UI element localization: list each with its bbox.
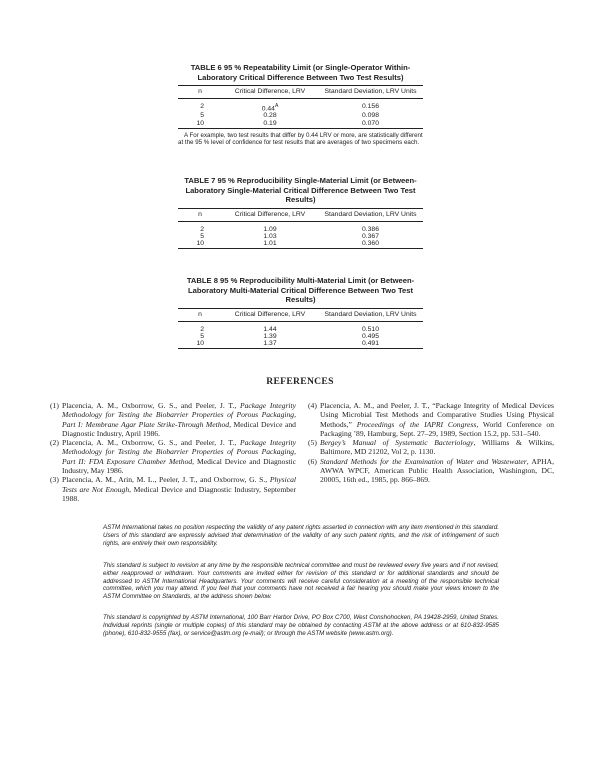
reference-text: Standard Methods for the Examination of Water and Wastewater, APHA, AWWA WPCF, American Public Health Association, Washington, DC, 20005, 16th ed., 1985, pp. 866–869. [320,456,555,485]
reference-number: (3) [50,475,59,485]
table-header-row [178,209,423,222]
cell-standard-deviation: 0.156 [361,103,379,110]
cell-standard-deviation: 0.070 [361,119,379,127]
cell-critical-difference: 1.44 [263,325,277,333]
cell-critical-difference: 0.19 [263,119,277,127]
cell-n: 5 [200,112,204,120]
column-header-critical-difference: Critical Difference, LRV [234,88,306,95]
reference-number: (1) [50,401,59,410]
table-header-row [178,86,423,99]
table-header-row [178,309,423,322]
cell-critical-difference: 1.09 [263,225,277,233]
reference-number: (5) [308,438,317,448]
reference-item [308,457,554,485]
reference-number: (2) [50,438,59,448]
table-grid [178,308,423,350]
reference-item [308,401,554,438]
table-title: TABLE 8 95 % Reproducibility Multi-Material Limit (or Between-Laboratory Multi-Material Critical Difference Between Two Test Results) [186,276,415,304]
reference-number: (4) [308,401,317,410]
table-grid [178,85,423,129]
reference-text: Placencia, A. M., Arin, M. L., Peeler, J. T., and Oxborrow, G. S., Physical Tests are Not Enough, Medical Device and Diagnostic Industry, September 1988. [62,475,296,503]
table-row [178,226,423,233]
table-footnote: A For example, two test results that differ by 0.44 LRV or more, are statistically different at the 95 % level of confidence for test results that are averages of two specimens each. [178,131,423,147]
cell-critical-difference: 1.39 [263,332,277,340]
table-row [178,233,423,240]
cell-n: 2 [200,103,204,110]
copyright-notice: This standard is copyrighted by ASTM International, 100 Barr Harbor Drive, PO Box C700, West Conshohocken, PA 19428-2959, United States. Individual reprints (single or multiple copies) of this standard may be obtained by contacting ASTM at the above address or at 610-832-9585 (phone), 610-832-9555 (fax), or service@astm.org (e-mail); or through the ASTM website (www.astm.org). [103,614,499,637]
cell-standard-deviation: 0.510 [361,325,379,333]
reference-item [308,438,554,457]
table-row [178,112,423,119]
cell-standard-deviation: 0.367 [361,232,379,240]
table-row [178,240,423,247]
reference-number: (6) [308,456,317,466]
cell-n: 5 [200,332,204,340]
column-header-critical-difference: Critical Difference, LRV [234,310,306,318]
column-header-critical-difference: Critical Difference, LRV [234,210,306,218]
cell-n: 10 [196,339,204,347]
table-row [178,103,423,112]
revision-notice: This standard is subject to revision at any time by the responsible technical committee and must be reviewed every five years and if not revised, either reapproved or withdrawn. Your comments are invited either for revision of this standard or for additional standards and should be addressed to ASTM International Headquarters. Your comments will receive careful consideration at a meeting of the responsible technical committee, which you may attend. If you feel that your comments have not received a fair hearing you should make your views known to the ASTM Committee on Standards, at the address shown below. [103,562,499,601]
cell-n: 2 [200,225,204,233]
table-grid [178,208,423,250]
references-column-right [308,401,554,485]
reference-text: Placencia, A. M., Oxborrow, G. S., and Peeler, J. T., Package Integrity Methodology for Testing the Biobarrier Properties of Porous Packaging, Part II: FDA Exposure Chamber Method, Medical Device and Diagnostic Industry, May 1986. [62,438,296,476]
cell-n: 10 [196,119,204,127]
reference-item [50,438,296,475]
table-7 [178,176,423,249]
column-header-standard-deviation: Standard Deviation, LRV Units [324,310,417,318]
table-row [178,340,423,347]
cell-standard-deviation: 0.495 [361,332,379,340]
reference-text: Placencia, A. M., Oxborrow, G. S., and Peeler, J. T., Package Integrity Methodology for Testing the Biobarrier Properties of Porous Packaging, Part I: Membrane Agar Plate Strike-Through Method, Medical Device and Diagnostic Industry, April 1986. [62,401,296,438]
footnote-marker: A [274,103,279,109]
table-6 [178,63,423,147]
table-row [178,120,423,127]
cell-standard-deviation: 0.491 [361,339,379,347]
reference-item [50,475,296,503]
column-header-n: n [198,210,202,218]
column-header-standard-deviation: Standard Deviation, LRV Units [324,88,417,95]
table-8 [178,276,423,349]
cell-critical-difference: $0.44^A$ [261,103,279,113]
cell-n: 5 [200,232,204,240]
cell-standard-deviation: 0.360 [361,239,379,247]
reference-item [50,401,296,438]
references-column-left [50,401,296,503]
cell-standard-deviation: 0.098 [361,112,379,120]
reference-text: Placencia, A. M., and Peeler, J. T., “Package Integrity of Medical Devices Using Microbial Test Methods and Comparative Studies Using Physical Methods,” Proceedings of the IAPRI Congress, World Conference on Packaging ’89, Hamburg, Sept. 27–29, 1989, Section 15.2, pp. 531–540. [320,401,555,438]
patent-notice: ASTM International takes no position respecting the validity of any patent rights asserted in connection with any item mentioned in this standard. Users of this standard are expressly advised that determination of the validity of any such patent rights, and the risk of infringement of such rights, are entirely their own responsibility. [103,524,499,547]
cell-critical-difference: 0.28 [263,112,277,120]
table-title: TABLE 6 95 % Repeatability Limit (or Single-Operator Within-Laboratory Critical Difference Between Two Test Results) [190,63,411,82]
table-row [178,333,423,340]
table-row [178,326,423,333]
cell-standard-deviation: 0.386 [361,225,379,233]
references-heading: REFERENCES [266,376,334,387]
cell-critical-difference: 1.01 [263,239,277,247]
cell-n: 2 [200,325,204,333]
reference-text: Bergey’s Manual of Systematic Bacteriology, Williams & Wilkins, Baltimore, MD 21202, Vol 2, p. 1130. [320,438,555,457]
cell-critical-difference: 1.37 [263,339,277,347]
column-header-n: n [198,88,202,95]
column-header-n: n [198,310,202,318]
cell-critical-difference: 1.03 [263,232,277,240]
column-header-standard-deviation: Standard Deviation, LRV Units [324,210,417,218]
cell-n: 10 [196,239,204,247]
table-title: TABLE 7 95 % Reproducibility Single-Material Limit (or Between-Laboratory Single-Material Critical Difference Between Two Test Results) [184,176,417,204]
